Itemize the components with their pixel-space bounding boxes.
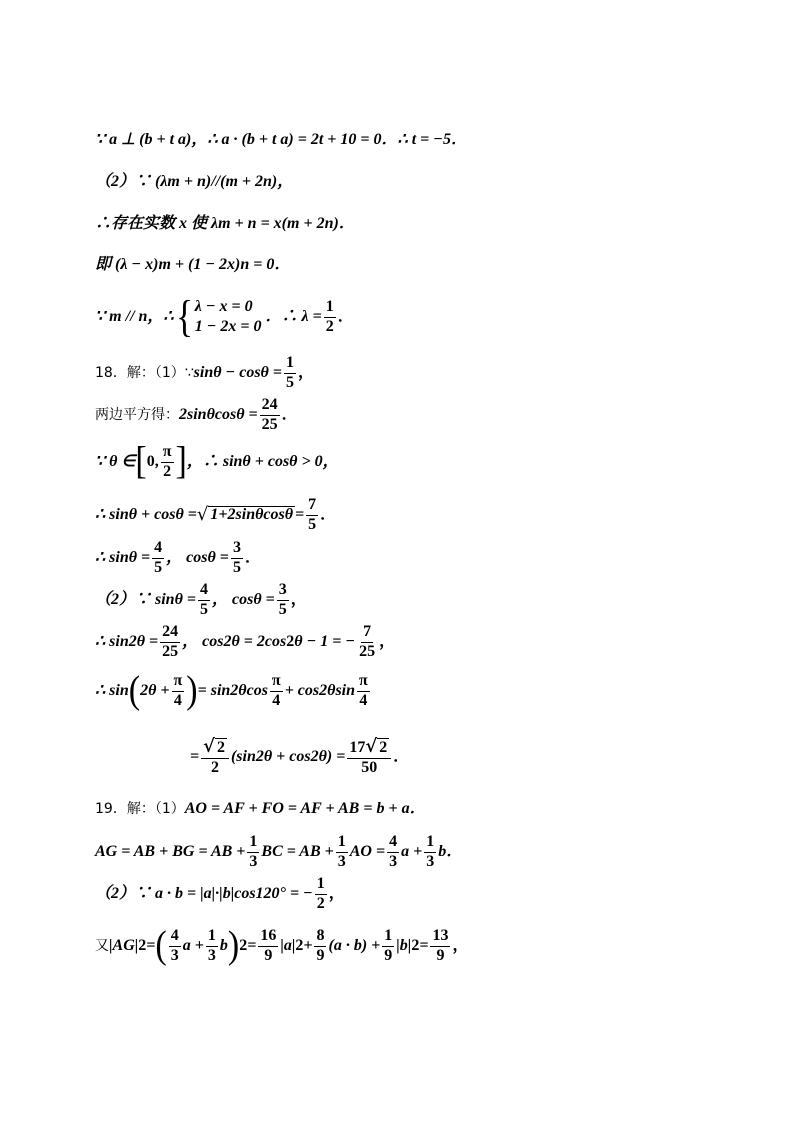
fraction-num: 24 <box>260 397 280 416</box>
fraction <box>169 928 181 965</box>
fraction-num: 4 <box>152 540 164 559</box>
fraction <box>284 355 296 392</box>
q18-l8-d: + cos2θsin <box>284 682 356 700</box>
q18-line-8 <box>95 669 372 712</box>
line-3 <box>95 216 355 232</box>
fraction-num: 4 <box>169 928 181 947</box>
q18-line-2 <box>95 397 298 434</box>
fraction-num: 1 <box>206 928 218 947</box>
q19-l4-c: a + <box>182 937 204 955</box>
superscript: 2 <box>411 937 420 955</box>
fraction-den: 2 <box>163 462 172 480</box>
fraction-den: 5 <box>278 600 287 618</box>
q18-l7-c: θ − 1 = − <box>294 633 356 651</box>
q19-l4-i: |b| <box>396 937 412 955</box>
fraction-den: 3 <box>337 852 346 870</box>
fraction-num: 1 <box>284 355 296 374</box>
line-2-text: （2）∵ (λm + n)//(m + 2n)， <box>95 173 294 190</box>
left-paren: ( <box>155 924 167 967</box>
period: ． <box>337 308 354 325</box>
period: ． <box>320 506 337 524</box>
fraction-num: 7 <box>306 497 318 516</box>
q18-l2-expr: 2sinθcosθ = <box>179 406 258 424</box>
fraction <box>357 673 370 710</box>
equals: = <box>190 748 200 766</box>
line-4-text: 即 (λ − x)m + (1 − 2x)n = 0． <box>95 256 291 273</box>
fraction-num: 13 <box>430 928 450 947</box>
q18-l4-a: ∴ sinθ + cosθ = <box>95 506 197 524</box>
sqrt-body: 2 <box>216 739 225 756</box>
q19-l4-h: (a · b) + <box>328 937 381 955</box>
fraction <box>382 928 394 965</box>
line-5 <box>95 292 354 342</box>
q19-l4-j: = <box>419 937 429 955</box>
fraction <box>160 624 180 661</box>
q18-line-4 <box>95 497 336 534</box>
comma: ， <box>379 633 396 651</box>
q18-l3-int: 0, <box>146 453 159 471</box>
fraction-num: 16 <box>258 928 278 947</box>
fraction <box>424 834 436 871</box>
comma: ， <box>328 885 345 903</box>
superscript: 2 <box>138 937 147 955</box>
fraction <box>347 738 391 777</box>
fraction-den: 5 <box>285 373 294 391</box>
fraction-num: 3 <box>277 582 289 601</box>
q19-l4-lead: 又 <box>95 938 109 955</box>
right-bracket: ] <box>175 440 187 483</box>
fraction-den: 3 <box>249 852 258 870</box>
fraction-den: 9 <box>436 946 445 964</box>
fraction-num: 1 <box>424 834 436 853</box>
q18-line-6 <box>95 582 307 619</box>
fraction <box>172 673 185 710</box>
fraction-den: 2 <box>211 758 220 776</box>
left-brace: { <box>175 292 193 342</box>
q19-l4-b: = <box>146 937 156 955</box>
fraction-den: 9 <box>384 946 393 964</box>
right-paren: ) <box>227 924 240 967</box>
line-2 <box>95 174 293 190</box>
fraction-den: 2 <box>316 894 325 912</box>
fraction-den: 3 <box>389 852 398 870</box>
q18-l8-c: = sin2θcos <box>197 682 268 700</box>
fraction-num: 1 <box>336 834 348 853</box>
period: ． <box>281 406 298 424</box>
right-paren: ) <box>186 669 198 712</box>
fraction-num: π <box>270 673 283 692</box>
fraction-den: 9 <box>264 946 273 964</box>
fraction-den: 4 <box>359 691 368 709</box>
system-eq-1: λ − x = 0 <box>194 298 253 315</box>
fraction-den: 3 <box>170 946 179 964</box>
q19-l2-e: b． <box>438 843 463 861</box>
fraction-num: √ 2 <box>201 738 229 759</box>
fraction-den: 2 <box>325 317 334 335</box>
fraction-den: 4 <box>173 691 182 709</box>
superscript: 2 <box>295 937 304 955</box>
fraction <box>231 540 243 577</box>
fraction <box>315 876 327 913</box>
fraction-num: π <box>357 673 370 692</box>
q19-l1-expr: AO = AF + FO = AF + AB = b + a． <box>184 800 426 817</box>
q19-l2-a: AG = AB + BG = AB + <box>95 843 246 861</box>
fraction-den: 3 <box>207 946 216 964</box>
q19-l4-a: |AG| <box>109 937 139 955</box>
fraction-num: 24 <box>160 624 180 643</box>
fraction-num: 1 <box>382 928 394 947</box>
square-root <box>197 506 295 524</box>
q18-label: 18．解：（1）∵ <box>95 365 194 382</box>
comma: ， <box>297 364 314 382</box>
fraction-den: 5 <box>200 600 208 618</box>
q18-l8-a: ∴ sin <box>95 682 129 700</box>
comma: ， <box>290 591 307 609</box>
fraction <box>258 928 278 965</box>
q18-l6-b: ， cosθ = <box>212 591 275 609</box>
period: ． <box>244 549 261 567</box>
q19-l2-c: AO = <box>349 843 386 861</box>
q19-line-1 <box>95 801 426 817</box>
q19-l4-g: + <box>303 937 313 955</box>
fraction-den: 5 <box>232 558 241 576</box>
line-1 <box>95 132 467 148</box>
q18-l7-a: ∴ sin2θ = <box>95 633 159 651</box>
q18-l7-b: ， cos2θ = 2cos <box>182 633 287 651</box>
comma: ， <box>452 937 469 955</box>
q18-line-1 <box>95 355 314 392</box>
fraction-num: π <box>161 444 174 463</box>
fraction-num: 8 <box>314 928 326 947</box>
fraction-num: 1 <box>315 876 327 895</box>
fraction <box>277 582 289 619</box>
sqrt-body: 1+2sinθcosθ <box>210 506 294 524</box>
fraction-den: 5 <box>308 515 317 533</box>
fraction-den: 25 <box>359 642 376 660</box>
fraction <box>324 299 336 336</box>
fraction-num: 7 <box>361 624 373 643</box>
q19-line-4 <box>95 924 469 967</box>
line-5-tail: ．∴ λ = <box>265 308 322 325</box>
fraction <box>314 928 326 965</box>
sqrt-icon: √ <box>196 504 209 526</box>
left-paren: ( <box>128 669 141 712</box>
q18-l2-lead: 两边平方得： <box>95 407 179 424</box>
q18-line-7 <box>95 624 395 661</box>
q19-label: 19．解：（1） <box>95 801 185 817</box>
fraction-num: 1 <box>324 299 336 318</box>
line-3-text: ∴存在实数 x 使 λm + n = x(m + 2n)． <box>95 215 355 232</box>
q18-l4-b: = <box>295 506 305 524</box>
q18-l5-a: ∴ sinθ = <box>95 549 151 567</box>
fraction <box>270 673 283 710</box>
fraction-den: 25 <box>162 642 179 660</box>
fraction <box>306 497 318 534</box>
fraction-num-coef: 17 <box>349 739 366 756</box>
q19-line-3 <box>95 876 345 913</box>
line-5-lead: ∵ m // n，∴ <box>95 308 174 325</box>
fraction <box>260 397 280 434</box>
fraction <box>430 928 450 965</box>
fraction-num: 4 <box>387 834 399 853</box>
fraction-den: 50 <box>361 758 378 776</box>
q19-l4-f: |a| <box>280 937 296 955</box>
superscript: 2 <box>286 633 295 651</box>
line-4 <box>95 257 290 273</box>
left-bracket: [ <box>135 440 147 483</box>
fraction-num: π <box>172 673 185 692</box>
period: ． <box>393 748 410 766</box>
fraction <box>201 738 229 777</box>
fraction-den: 4 <box>272 691 281 709</box>
fraction <box>161 444 174 481</box>
line-1-text: ∵ a ⊥ (b + t a)，∴ a · (b + t a) = 2t + 10 = 0．∴ t = −5． <box>95 131 467 148</box>
q18-l9-mid: (sin2θ + cos2θ) = <box>230 748 346 766</box>
q18-l8-b: 2θ + <box>140 682 170 700</box>
fraction-den: 3 <box>426 852 435 870</box>
fraction <box>198 582 210 619</box>
q19-l4-e: = <box>247 937 257 955</box>
fraction-den: 5 <box>154 558 163 576</box>
q18-l5-b: ， cosθ = <box>166 549 229 567</box>
fraction <box>152 540 164 577</box>
q18-l3-b: ，∴ sinθ + cosθ > 0， <box>186 453 339 471</box>
fraction-num: 3 <box>231 540 243 559</box>
fraction-num: 17√ 2 <box>347 738 391 759</box>
system-eq-2: 1 − 2x = 0 <box>194 318 262 335</box>
q19-l2-d: a + <box>401 843 423 861</box>
q19-l4-d: b <box>219 937 228 955</box>
fraction-num: 4 <box>198 582 210 601</box>
q18-l1-expr: sinθ − cosθ = <box>193 364 282 382</box>
q19-l2-b: BC = AB + <box>261 843 334 861</box>
sqrt-body: 2 <box>379 739 388 756</box>
equation-system <box>195 297 262 337</box>
q19-l3-a: （2）∵ a · b = |a|·|b|cos120° = − <box>95 885 313 903</box>
q18-line-3 <box>95 440 339 483</box>
fraction <box>387 834 399 871</box>
fraction <box>336 834 348 871</box>
superscript: 2 <box>239 937 248 955</box>
fraction <box>357 624 377 661</box>
fraction-num: 1 <box>247 834 259 853</box>
fraction <box>206 928 218 965</box>
q18-l6-a: （2）∵ sinθ = <box>95 591 196 609</box>
q19-line-2 <box>95 834 462 871</box>
fraction <box>247 834 259 871</box>
fraction-den: 25 <box>261 415 278 433</box>
q18-line-5 <box>95 540 261 577</box>
q18-line-9 <box>190 738 409 777</box>
fraction-den: 9 <box>316 946 325 964</box>
q18-l3-a: ∵ θ ∈ <box>95 453 136 471</box>
